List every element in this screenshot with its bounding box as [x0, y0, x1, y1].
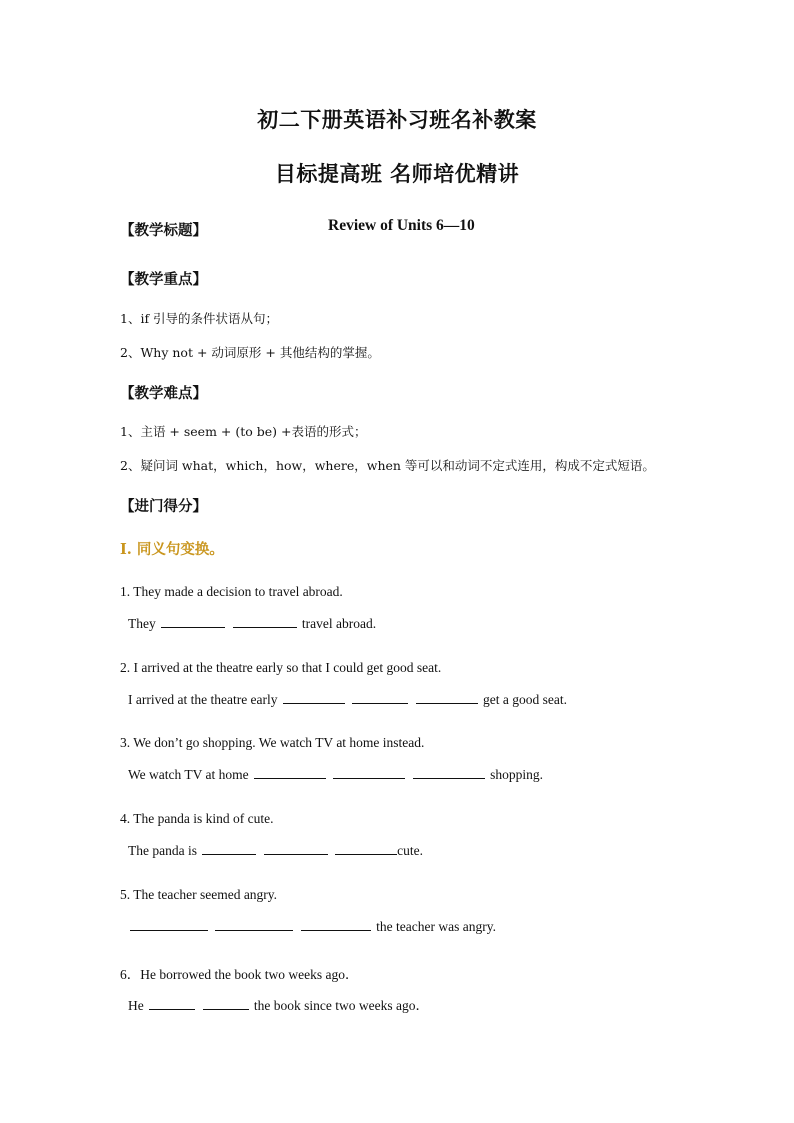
question-2-after: get a good seat.	[483, 692, 568, 707]
question-6-prompt: 6．He borrowed the book two weeks ago．	[120, 967, 359, 982]
question-6-before: He	[128, 998, 144, 1013]
difficulties-label: 【教学难点】	[120, 385, 207, 402]
answer-blank[interactable]	[352, 691, 408, 704]
exercise-part-title: I. 同义句变换。	[120, 541, 224, 558]
question-5-answer-line	[128, 918, 496, 935]
question-2-answer-line	[128, 691, 567, 708]
answer-blank[interactable]	[233, 615, 297, 628]
answer-blank[interactable]	[301, 918, 371, 931]
answer-blank[interactable]	[254, 766, 326, 779]
question-3-prompt: 3. We don’t go shopping. We watch TV at home instead.	[120, 735, 425, 750]
question-3-after: shopping.	[490, 767, 544, 782]
answer-blank[interactable]	[161, 615, 225, 628]
question-5-after: the teacher was angry.	[376, 919, 496, 934]
answer-blank[interactable]	[149, 997, 195, 1010]
answer-blank[interactable]	[283, 691, 345, 704]
answer-blank[interactable]	[202, 842, 256, 855]
topic-label: 【教学标题】	[120, 222, 207, 239]
answer-blank[interactable]	[413, 766, 485, 779]
question-5-prompt: 5. The teacher seemed angry.	[120, 887, 278, 902]
question-4-before: The panda is	[128, 843, 197, 858]
answer-blank[interactable]	[215, 918, 293, 931]
key-point-item: 1、if 引导的条件状语从句；	[120, 311, 279, 326]
difficulty-item: 1、主语 + seem + (to be) +表语的形式；	[120, 424, 367, 439]
question-4-prompt: 4. The panda is kind of cute.	[120, 811, 274, 826]
question-6-after: the book since two weeks ago．	[253, 998, 429, 1013]
answer-blank[interactable]	[333, 766, 405, 779]
question-1-after: travel abroad.	[301, 616, 377, 631]
answer-blank[interactable]	[416, 691, 478, 704]
question-3-answer-line	[128, 766, 543, 783]
difficulty-item: 2、疑问词 what，which，how，where，when 等可以和动词不定式连用，构成不定式短语。	[120, 458, 655, 473]
question-3-before: We watch TV at home	[128, 767, 249, 782]
answer-blank[interactable]	[264, 842, 328, 855]
question-4-after: cute.	[397, 843, 423, 858]
key-point-item: 2、Why not + 动词原形 + 其他结构的掌握。	[120, 345, 380, 360]
document-title: 初二下册英语补习班名补教案	[257, 107, 537, 132]
question-1-prompt: 1. They made a decision to travel abroad.	[120, 584, 343, 599]
question-2-prompt: 2. I arrived at the theatre early so that I could get good seat.	[120, 660, 442, 675]
question-1-answer-line	[128, 615, 376, 632]
answer-blank[interactable]	[335, 842, 397, 855]
question-6-answer-line	[128, 994, 429, 1014]
answer-blank[interactable]	[203, 997, 249, 1010]
question-4-answer-line	[128, 842, 423, 859]
question-2-before: I arrived at the theatre early	[128, 692, 278, 707]
key-points-label: 【教学重点】	[120, 271, 207, 288]
topic-value: Review of Units 6—10	[328, 217, 475, 234]
document-subtitle: 目标提高班 名师培优精讲	[274, 161, 520, 186]
answer-blank[interactable]	[130, 918, 208, 931]
question-1-before: They	[128, 616, 156, 631]
warmup-label: 【进门得分】	[120, 498, 207, 515]
